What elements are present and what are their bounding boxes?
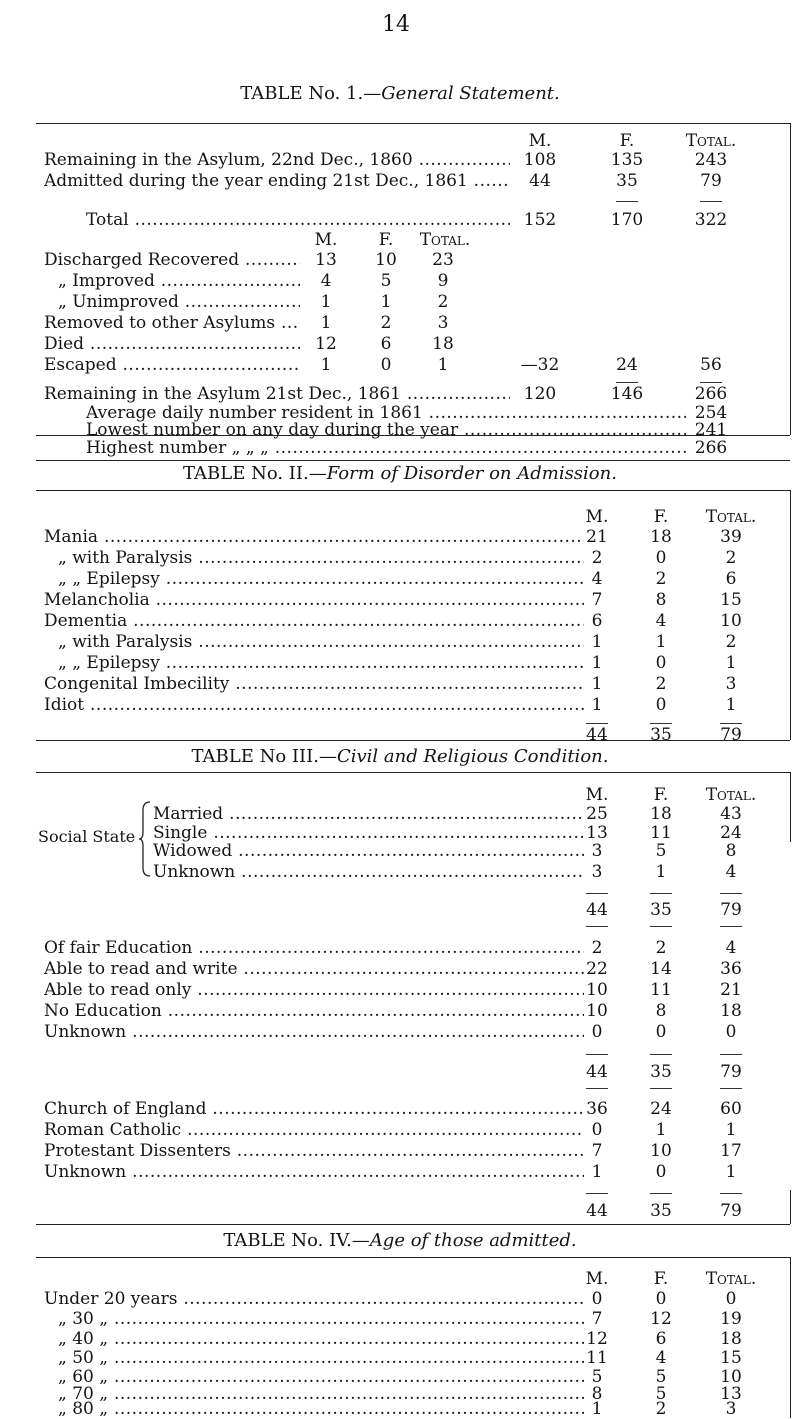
table1-title-prefix: TABLE No. 1.— [240,83,382,104]
cell-m: 1 [591,653,603,673]
cell-m: 1 [591,1399,603,1419]
cell-total: 39 [720,527,742,547]
cell-total: 18 [432,334,454,354]
cell-total: 79 [720,725,742,745]
cell-f: 0 [655,1022,667,1042]
cell-m: 0 [591,1289,603,1309]
cell-m: 44 [529,171,551,191]
sum-line [586,1054,608,1055]
table3-right-rule [790,772,791,842]
row-label: Died ..... [44,336,300,353]
cell-total: 0 [725,1022,737,1042]
cell-f: 35 [650,1062,672,1082]
cell-total: 8 [725,841,737,861]
sum-line [650,893,672,894]
cell-total: 18 [720,1329,742,1349]
cell-m: 10 [586,1001,608,1021]
row-label: Idiot ..... [44,697,584,714]
cell-total: 1 [725,695,737,715]
cell-m: 3 [591,862,603,882]
cell-f: 10 [650,1141,672,1161]
cell-m: 13 [315,250,337,270]
cell-m-deduction: —32 [520,355,560,375]
cell-m: 3 [591,841,603,861]
cell-f: 5 [655,841,667,861]
cell-m: 36 [586,1099,608,1119]
cell-total: 2 [725,548,737,568]
row-label: Roman Catholic ..... [44,1122,584,1139]
t3-col-total: Total. [705,785,757,805]
table4-subtitle: Age of those admitted. [369,1230,577,1251]
row-label: „ 70 „ ..... [58,1386,584,1403]
cell-m: 44 [586,1201,608,1221]
cell-total: 254 [694,403,728,423]
cell-total: 322 [694,210,728,230]
cell-total: 1 [725,1120,737,1140]
cell-total: 9 [437,271,449,291]
row-label: Able to read only ..... [44,982,584,999]
table1-top-rule [36,123,790,124]
row-label: Unknown ..... [44,1024,584,1041]
cell-m: 2 [591,548,603,568]
table3-top-rule [36,772,790,773]
sum-line [720,1193,742,1194]
sum-line [700,201,722,202]
row-label: Remaining in the Asylum, 22nd Dec., 1860 ..... [44,152,510,169]
table2-title [0,465,800,483]
cell-f: 1 [655,1120,667,1140]
cell-m: 0 [591,1022,603,1042]
cell-total: 2 [437,292,449,312]
sum-line [720,1054,742,1055]
row-label: Dementia ..... [44,613,584,630]
cell-f: 0 [655,653,667,673]
row-label: „ „ Epilepsy ..... [58,571,584,588]
cell-total: 3 [437,313,449,333]
cell-m: 7 [591,590,603,610]
cell-m: 13 [586,823,608,843]
cell-total: 1 [725,653,737,673]
cell-total: 241 [694,420,728,440]
cell-total: 266 [694,384,728,404]
table2-top-rule [36,490,790,491]
row-label: Discharged Recovered ..... [44,252,300,269]
social-state-brace [138,800,152,878]
cell-m: 0 [591,1120,603,1140]
social-state-label: Social State [38,827,136,846]
row-label: „ 50 „ ..... [58,1350,584,1367]
t2-col-m: M. [585,507,609,527]
cell-m: 12 [586,1329,608,1349]
row-label: Melancholia ..... [44,592,584,609]
cell-m: 2 [591,938,603,958]
sum-line [650,926,672,927]
cell-f: 0 [655,548,667,568]
cell-m: 10 [586,980,608,1000]
table3-subtitle: Civil and Religious Condition. [336,746,609,767]
row-label: Lowest number on any day during the year ..... [86,422,686,439]
sum-line [586,1088,608,1089]
t1-col-f: F. [619,131,635,151]
sum-line [700,382,722,383]
cell-total: 79 [720,1062,742,1082]
row-label: Total ..... [86,212,510,229]
cell-total: 79 [720,1201,742,1221]
table4-title-prefix: TABLE No. IV.— [223,1230,370,1251]
cell-m: 21 [586,527,608,547]
t3-col-m: M. [585,785,609,805]
row-label: Average daily number resident in 1861 ..... [86,405,686,422]
sum-line [650,1054,672,1055]
row-label: Admitted during the year ending 21st Dec., 1861 ..... [44,173,510,190]
cell-f: 4 [655,611,667,631]
cell-total: 23 [432,250,454,270]
sum-line [720,1088,742,1089]
table2-title-prefix: TABLE No. II.— [183,463,327,484]
sum-line [586,926,608,927]
cell-f: 8 [655,1001,667,1021]
cell-total: 79 [720,900,742,920]
cell-total: 3 [725,674,737,694]
row-label: „ Improved ..... [58,273,300,290]
cell-m: 7 [591,1141,603,1161]
cell-total: 1 [725,1162,737,1182]
cell-f: 1 [380,292,392,312]
cell-m: 6 [591,611,603,631]
table3-bottom-rule [36,1224,790,1225]
cell-m: 44 [586,1062,608,1082]
cell-total: 21 [720,980,742,1000]
row-label: „ 80 „ ..... [58,1401,584,1418]
row-label: „ 30 „ ..... [58,1311,584,1328]
sum-line [616,382,638,383]
cell-f: 1 [655,632,667,652]
row-label: Single ..... [153,825,584,842]
cell-f: 146 [610,384,644,404]
cell-f: 2 [655,1399,667,1419]
cell-f: 5 [655,1367,667,1387]
table1-subtitle: General Statement. [381,83,560,104]
cell-total: 4 [725,938,737,958]
cell-m: 5 [591,1367,603,1387]
cell-total: 13 [720,1384,742,1404]
t1-sub-col-total: Total. [419,230,471,250]
cell-m: 25 [586,804,608,824]
t2-col-f: F. [653,507,669,527]
cell-m: 44 [586,725,608,745]
cell-m: 4 [591,569,603,589]
cell-f: 10 [375,250,397,270]
cell-f: 8 [655,590,667,610]
page-number: 14 [382,12,410,37]
cell-f: 2 [655,938,667,958]
cell-f: 170 [610,210,644,230]
t3-col-f: F. [653,785,669,805]
table3-title-prefix: TABLE No III.— [191,746,337,767]
row-label: Highest number „ „ „ ..... [86,440,686,457]
sum-line [586,1193,608,1194]
row-label: Of fair Education ..... [44,940,584,957]
table1-end-rule [36,460,790,461]
row-label: Unknown ..... [153,864,584,881]
cell-f: 0 [655,1289,667,1309]
table1-title [0,85,800,103]
cell-m: 4 [320,271,332,291]
cell-total: 60 [720,1099,742,1119]
cell-total: 1 [437,355,449,375]
t1-col-total: Total. [685,131,737,151]
row-label: Church of England ..... [44,1101,584,1118]
cell-f: 14 [650,959,672,979]
t1-col-m: M. [528,131,552,151]
cell-f: 4 [655,1348,667,1368]
cell-total: 3 [725,1399,737,1419]
cell-total: 15 [720,590,742,610]
sum-line [586,723,608,724]
cell-f-deduction: 24 [616,355,638,375]
t4-col-f: F. [653,1269,669,1289]
cell-f: 35 [616,171,638,191]
cell-total: 17 [720,1141,742,1161]
cell-m: 1 [320,313,332,333]
cell-m: 22 [586,959,608,979]
cell-f: 11 [650,980,672,1000]
cell-f: 35 [650,900,672,920]
cell-f: 35 [650,1201,672,1221]
table1-right-rule [790,123,791,435]
cell-f: 1 [655,862,667,882]
cell-f: 0 [380,355,392,375]
cell-total: 266 [694,438,728,458]
sum-line [586,893,608,894]
cell-total: 4 [725,862,737,882]
cell-total: 24 [720,823,742,843]
table3-right-rule-lower [790,1190,791,1224]
cell-total: 15 [720,1348,742,1368]
table4-right-rule [790,1257,791,1418]
sum-line [616,201,638,202]
cell-total: 18 [720,1001,742,1021]
row-label: Protestant Dissenters ..... [44,1143,584,1160]
cell-m: 1 [320,292,332,312]
table2-subtitle: Form of Disorder on Admission. [326,463,617,484]
cell-total: 6 [725,569,737,589]
cell-total: 243 [694,150,728,170]
cell-f: 2 [655,569,667,589]
cell-m: 1 [591,1162,603,1182]
cell-m: 108 [523,150,557,170]
cell-f: 6 [380,334,392,354]
row-label: Able to read and write ..... [44,961,584,978]
cell-total: 36 [720,959,742,979]
cell-m: 12 [315,334,337,354]
cell-f: 11 [650,823,672,843]
sum-line [720,926,742,927]
row-label: „ 60 „ ..... [58,1369,584,1386]
cell-m: 8 [591,1384,603,1404]
row-label: Escaped ..... [44,357,300,374]
cell-m: 1 [591,695,603,715]
cell-total-deduction: 56 [700,355,722,375]
cell-f: 135 [610,150,644,170]
cell-total: 19 [720,1309,742,1329]
cell-m: 11 [586,1348,608,1368]
cell-f: 24 [650,1099,672,1119]
row-label: Removed to other Asylums ..... [44,315,300,332]
table4-title [0,1232,800,1250]
cell-f: 35 [650,725,672,745]
table4-top-rule [36,1257,790,1258]
cell-f: 6 [655,1329,667,1349]
row-label: Widowed ..... [153,843,584,860]
cell-total: 0 [725,1289,737,1309]
cell-m: 7 [591,1309,603,1329]
row-label: Remaining in the Asylum 21st Dec., 1861 ..... [44,386,510,403]
cell-f: 5 [655,1384,667,1404]
cell-total: 43 [720,804,742,824]
sum-line [650,1193,672,1194]
cell-m: 1 [591,674,603,694]
cell-f: 12 [650,1309,672,1329]
sum-line [650,723,672,724]
cell-f: 0 [655,1162,667,1182]
t2-col-total: Total. [705,507,757,527]
cell-m: 1 [320,355,332,375]
cell-m: 120 [523,384,557,404]
cell-f: 18 [650,804,672,824]
cell-total: 2 [725,632,737,652]
table3-title [0,748,800,766]
row-label: No Education ..... [44,1003,584,1020]
row-label: „ Unimproved ..... [58,294,300,311]
t4-col-total: Total. [705,1269,757,1289]
cell-m: 44 [586,900,608,920]
t1-sub-col-f: F. [378,230,394,250]
cell-f: 18 [650,527,672,547]
row-label: Unknown ..... [44,1164,584,1181]
cell-f: 5 [380,271,392,291]
row-label: „ „ Epilepsy ..... [58,655,584,672]
t1-sub-col-m: M. [314,230,338,250]
sum-line [650,1088,672,1089]
cell-f: 2 [655,674,667,694]
cell-f: 2 [380,313,392,333]
row-label: Congenital Imbecility ..... [44,676,584,693]
cell-total: 79 [700,171,722,191]
row-label: Married ..... [153,806,584,823]
cell-f: 0 [655,695,667,715]
table2-right-rule [790,490,791,740]
row-label: „ with Paralysis ..... [58,550,584,567]
row-label: Under 20 years ..... [44,1291,584,1308]
row-label: „ 40 „ ..... [58,1331,584,1348]
sum-line [720,893,742,894]
t4-col-m: M. [585,1269,609,1289]
row-label: Mania ..... [44,529,584,546]
row-label: „ with Paralysis ..... [58,634,584,651]
cell-m: 152 [523,210,557,230]
cell-m: 1 [591,632,603,652]
cell-total: 10 [720,1367,742,1387]
cell-total: 10 [720,611,742,631]
sum-line [720,723,742,724]
